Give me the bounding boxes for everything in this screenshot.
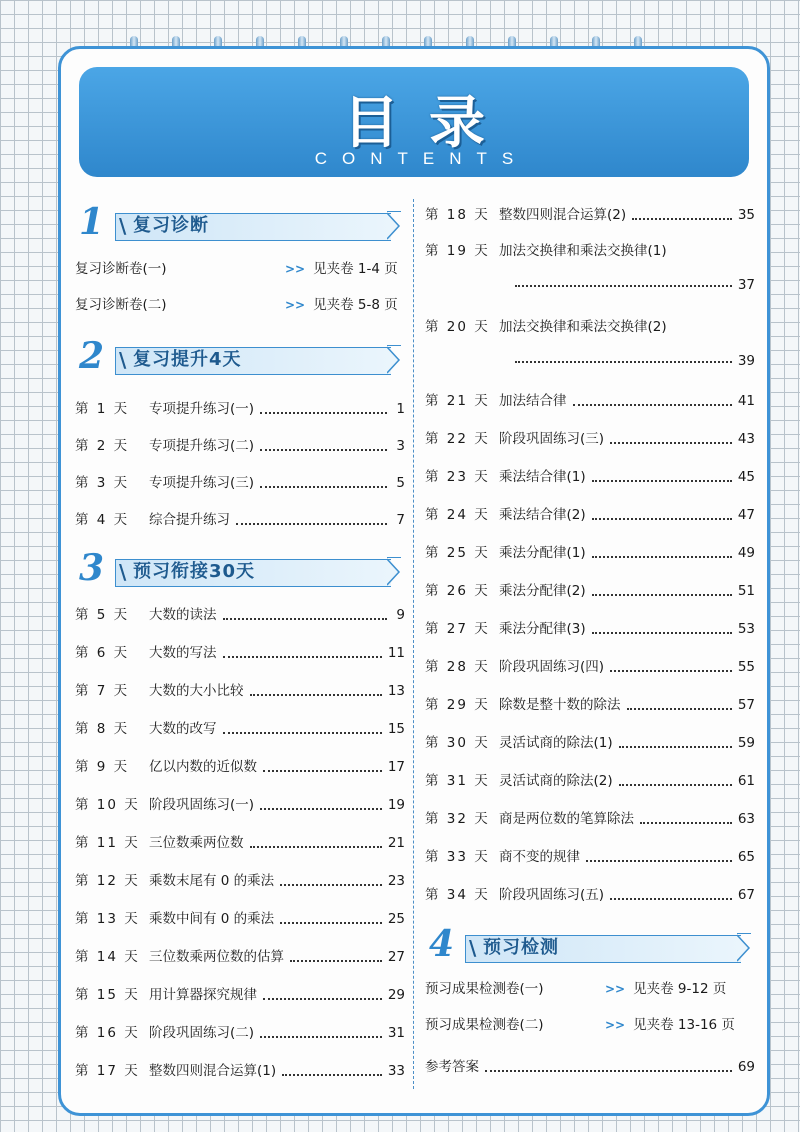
entry-day: 第 30 天 [425,735,490,751]
leader-dots [619,784,732,786]
toc-entry[interactable] [75,983,405,1007]
toc-entry[interactable] [75,793,405,817]
entry-title: 大数的读法 [149,607,217,623]
entry-title: 乘法结合律(1) [499,469,586,485]
toc-entry[interactable] [425,617,755,641]
entry-page: 61 [737,773,755,789]
entry-day: 第 26 天 [425,583,490,599]
leader-dots [236,523,387,525]
toc-entry[interactable] [425,731,755,755]
leader-dots [260,486,387,488]
entry-day: 第 5 天 [75,607,130,623]
entry-title: 阶段巩固练习(三) [499,431,605,447]
ref-name: 预习成果检测卷(二) [425,1017,544,1033]
page-title: 目录 [343,91,515,156]
entry-day: 第 17 天 [75,1063,140,1079]
leader-dots [610,442,732,444]
entry-day: 第 31 天 [425,773,490,789]
section-header-2[interactable] [75,335,405,377]
entry-title: 阶段巩固练习(五) [499,887,605,903]
entry-day: 第 19 天 [425,243,490,259]
toc-entry[interactable] [425,655,755,679]
entry-day: 第 22 天 [425,431,490,447]
leader-dots [592,594,732,596]
leader-dots [250,694,382,696]
entry-title: 加法交换律和乘法交换律(1) [499,243,667,259]
section-header-3[interactable] [75,547,405,589]
toc-entry[interactable] [75,508,405,532]
entry-page: 39 [737,353,755,369]
entry-page: 67 [737,887,755,903]
entry-page: 55 [737,659,755,675]
entry-title: 专项提升练习(一) [149,401,255,417]
entry-day: 第 23 天 [425,469,490,485]
toc-entry[interactable] [425,389,755,413]
entry-title: 三位数乘两位数 [149,835,244,851]
toc-entry[interactable] [425,315,755,339]
entry-title: 整数四则混合运算(1) [149,1063,277,1079]
leader-dots [627,708,732,710]
chevron-right-icon [387,557,401,586]
ref-see: 见夹卷 1-4 页 [313,261,398,277]
entry-page: 23 [387,873,405,889]
entry-title: 大数的写法 [149,645,217,661]
entry-page: 3 [396,438,405,454]
column-divider [413,199,414,1089]
ref-entry[interactable] [75,293,405,317]
entry-title: 三位数乘两位数的估算 [149,949,284,965]
entry-page: 31 [387,1025,405,1041]
entry-day: 第 32 天 [425,811,490,827]
section-number: 1 [79,201,105,243]
leader-dots [260,412,387,414]
entry-day: 第 9 天 [75,759,130,775]
entry-day: 第 12 天 [75,873,140,889]
entry-day: 第 10 天 [75,797,140,813]
entry-title: 加法结合律 [499,393,567,409]
entry-title: 阶段巩固练习(一) [149,797,255,813]
entry-page: 25 [387,911,405,927]
entry-day: 第 29 天 [425,697,490,713]
answers-page: 69 [737,1059,755,1075]
ref-link [605,977,726,1001]
entry-page: 7 [396,512,405,528]
ref-name: 复习诊断卷(二) [75,297,167,313]
leader-dots [280,884,382,886]
entry-page: 65 [737,849,755,865]
entry-title: 灵活试商的除法(2) [499,773,613,789]
leader-dots [485,1070,732,1072]
leader-dots [515,285,732,287]
double-chevron-icon: >> [605,1018,626,1032]
entry-title: 乘数末尾有 0 的乘法 [149,873,275,889]
entry-page: 5 [396,475,405,491]
chevron-right-icon [737,933,751,962]
entry-title: 乘法分配律(1) [499,545,586,561]
toc-entry[interactable] [425,503,755,527]
entry-title: 大数的大小比较 [149,683,244,699]
toc-entry[interactable] [425,427,755,451]
double-chevron-icon: >> [285,262,306,276]
toc-entry[interactable] [75,434,405,458]
toc-entry[interactable] [425,807,755,831]
ref-see: 见夹卷 9-12 页 [633,981,727,997]
entry-page: 53 [737,621,755,637]
ref-link [605,1013,735,1037]
toc-entry[interactable] [425,203,755,227]
leader-dots [573,404,732,406]
entry-page: 1 [396,401,405,417]
entry-page: 13 [387,683,405,699]
entry-day: 第 18 天 [425,207,490,223]
entry-title: 乘法分配律(2) [499,583,586,599]
ref-link [285,293,398,317]
leader-dots [619,746,732,748]
entry-day: 第 3 天 [75,475,130,491]
leader-dots [592,518,732,520]
entry-title: 阶段巩固练习(二) [149,1025,255,1041]
section-label: 预习衔接30天 [133,561,256,582]
entry-page: 33 [387,1063,405,1079]
section-label: 预习检测 [483,937,559,958]
entry-page: 37 [737,277,755,293]
toc-entry[interactable] [425,769,755,793]
toc-entry[interactable] [425,845,755,869]
entry-page: 45 [737,469,755,485]
contents-panel [58,46,770,1116]
leader-dots [250,846,382,848]
entry-title: 专项提升练习(二) [149,438,255,454]
title-banner [79,67,749,177]
entry-day: 第 27 天 [425,621,490,637]
toc-entry-continuation[interactable] [425,273,755,297]
toc-entry[interactable] [425,465,755,489]
toc-entry[interactable] [425,239,755,263]
toc-entry[interactable] [75,945,405,969]
entry-day: 第 2 天 [75,438,130,454]
entry-title: 专项提升练习(三) [149,475,255,491]
leader-dots [586,860,732,862]
toc-entry[interactable] [75,679,405,703]
section-number: 3 [79,547,105,589]
leader-dots [223,656,382,658]
entry-day: 第 16 天 [75,1025,140,1041]
entry-page: 11 [387,645,405,661]
entry-page: 29 [387,987,405,1003]
entry-page: 43 [737,431,755,447]
entry-title: 亿以内数的近似数 [149,759,257,775]
entry-day: 第 28 天 [425,659,490,675]
ref-entry[interactable] [75,257,405,281]
section-label: 复习诊断 [133,215,209,236]
double-chevron-icon: >> [285,298,306,312]
leader-dots [592,632,732,634]
entry-day: 第 4 天 [75,512,130,528]
toc-entry[interactable] [425,541,755,565]
entry-page: 21 [387,835,405,851]
entry-title: 整数四则混合运算(2) [499,207,627,223]
toc-entry[interactable] [75,641,405,665]
answers-title: 参考答案 [425,1059,479,1075]
section-number: 4 [429,923,455,965]
leader-dots [263,998,382,1000]
entry-day: 第 11 天 [75,835,140,851]
double-chevron-icon: >> [605,982,626,996]
entry-page: 41 [737,393,755,409]
slash-icon: \ [119,348,127,372]
leader-dots [592,480,732,482]
entry-title: 除数是整十数的除法 [499,697,621,713]
leader-dots [280,922,382,924]
entry-page: 35 [737,207,755,223]
entry-day: 第 13 天 [75,911,140,927]
entry-day: 第 1 天 [75,401,130,417]
ref-link [285,257,398,281]
entry-title: 灵活试商的除法(1) [499,735,613,751]
entry-day: 第 6 天 [75,645,130,661]
entry-day: 第 34 天 [425,887,490,903]
entry-day: 第 33 天 [425,849,490,865]
leader-dots [263,770,382,772]
entry-title: 乘法分配律(3) [499,621,586,637]
entry-title: 加法交换律和乘法交换律(2) [499,319,667,335]
entry-page: 19 [387,797,405,813]
leader-dots [260,449,387,451]
entry-page: 49 [737,545,755,561]
toc-entry[interactable] [75,869,405,893]
toc-entry[interactable] [75,603,405,627]
leader-dots [610,670,732,672]
toc-entry[interactable] [75,1059,405,1083]
section-header-4[interactable] [425,923,755,965]
leader-dots [640,822,732,824]
leader-dots [223,618,388,620]
entry-page: 9 [396,607,405,623]
entry-day: 第 15 天 [75,987,140,1003]
ref-entry[interactable] [425,977,755,1001]
toc-entry[interactable] [75,471,405,495]
entry-day: 第 8 天 [75,721,130,737]
entry-title: 乘法结合律(2) [499,507,586,523]
chevron-right-icon [387,345,401,374]
toc-entry-continuation[interactable] [425,349,755,373]
toc-entry[interactable] [425,883,755,907]
ref-see: 见夹卷 5-8 页 [313,297,398,313]
leader-dots [592,556,732,558]
toc-entry[interactable] [425,579,755,603]
ref-entry[interactable] [425,1013,755,1037]
entry-title: 用计算器探究规律 [149,987,257,1003]
entry-title: 商不变的规律 [499,849,580,865]
leader-dots [515,361,732,363]
entry-page: 57 [737,697,755,713]
leader-dots [610,898,732,900]
entry-title: 乘数中间有 0 的乘法 [149,911,275,927]
slash-icon: \ [119,214,127,238]
entry-page: 15 [387,721,405,737]
entry-page: 51 [737,583,755,599]
ref-name: 预习成果检测卷(一) [425,981,544,997]
ref-name: 复习诊断卷(一) [75,261,167,277]
ref-see: 见夹卷 13-16 页 [633,1017,735,1033]
toc-entry[interactable] [75,907,405,931]
entry-page: 59 [737,735,755,751]
entry-page: 47 [737,507,755,523]
entry-page: 27 [387,949,405,965]
toc-entry[interactable] [75,831,405,855]
leader-dots [260,808,382,810]
toc-entry[interactable] [75,397,405,421]
toc-entry[interactable] [75,755,405,779]
toc-entry[interactable] [75,1021,405,1045]
answers-entry[interactable] [425,1055,755,1079]
section-label: 复习提升4天 [133,349,242,370]
entry-day: 第 20 天 [425,319,490,335]
entry-title: 商是两位数的笔算除法 [499,811,634,827]
entry-title: 大数的改写 [149,721,217,737]
entry-title: 综合提升练习 [149,512,230,528]
slash-icon: \ [119,560,127,584]
entry-page: 17 [387,759,405,775]
leader-dots [223,732,382,734]
toc-entry[interactable] [425,693,755,717]
entry-title: 阶段巩固练习(四) [499,659,605,675]
page-subtitle: CONTENTS [314,149,529,168]
leader-dots [282,1074,382,1076]
section-header-1[interactable] [75,201,405,243]
slash-icon: \ [469,936,477,960]
entry-day: 第 14 天 [75,949,140,965]
entry-day: 第 7 天 [75,683,130,699]
section-number: 2 [79,335,105,377]
entry-day: 第 24 天 [425,507,490,523]
entry-day: 第 25 天 [425,545,490,561]
entry-page: 63 [737,811,755,827]
toc-entry[interactable] [75,717,405,741]
leader-dots [260,1036,382,1038]
entry-day: 第 21 天 [425,393,490,409]
leader-dots [290,960,382,962]
leader-dots [632,218,732,220]
chevron-right-icon [387,211,401,240]
